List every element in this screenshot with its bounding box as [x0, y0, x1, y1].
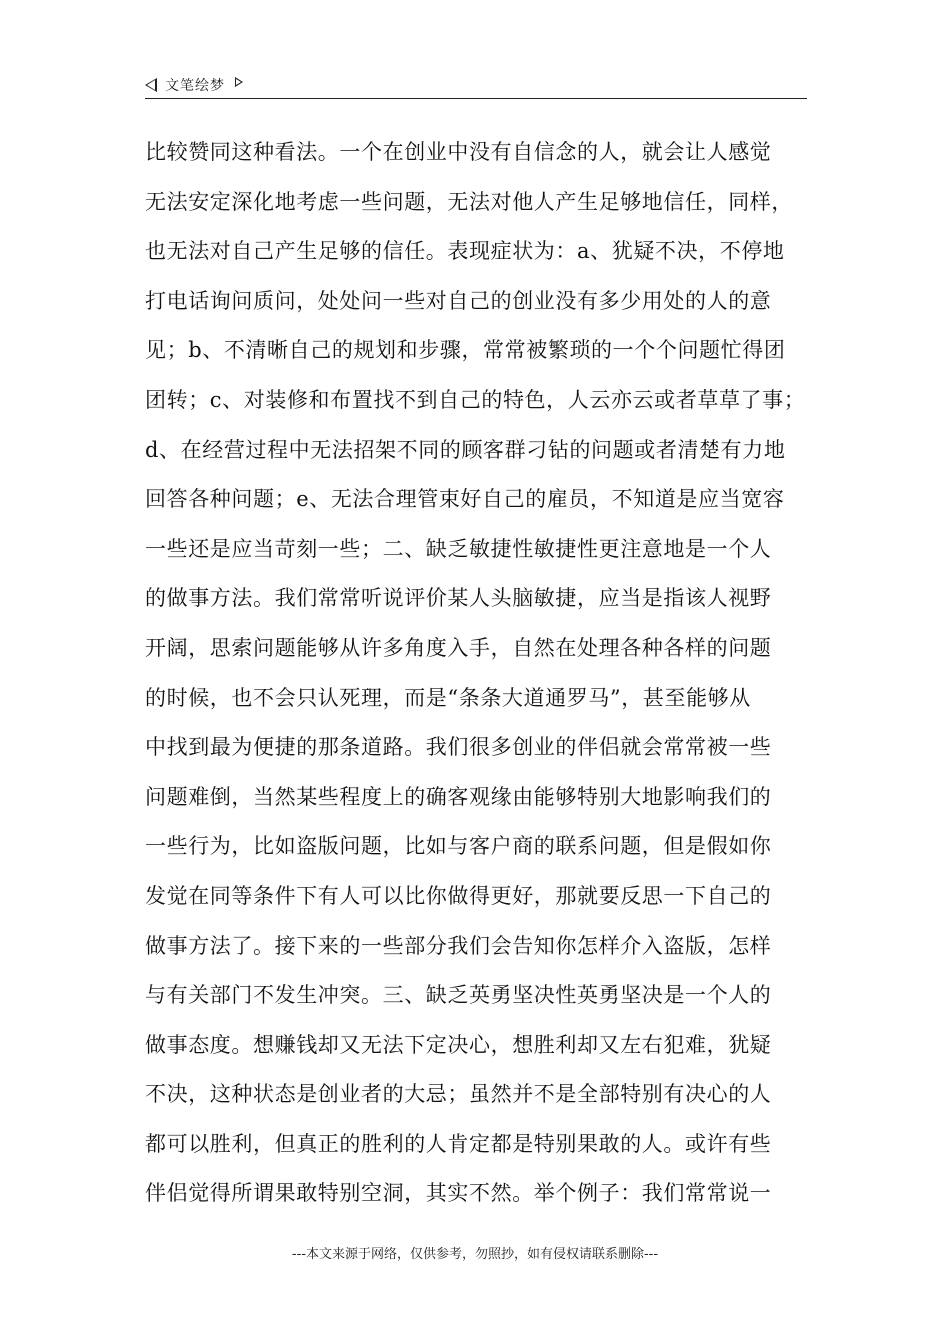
text-line: 问题难倒，当然某些程度上的确客观缘由能够特别大地影响我们的 — [145, 784, 772, 809]
text-line: 做事方法了。接下来的一些部分我们会告知你怎样介入盗版，怎样 — [145, 933, 772, 958]
page-footer: ---本文来源于网络，仅供参考，勿照抄，如有侵权请联系删除--- — [291, 1247, 659, 1262]
text-line: 发觉在同等条件下有人可以比你做得更好，那就要反思一下自己的 — [145, 883, 772, 908]
text-line: 一些行为，比如盗版问题，比如与客户商的联系问题，但是假如你 — [145, 834, 772, 859]
text-line: 都可以胜利，但真正的胜利的人肯定都是特别果敢的人。或许有些 — [145, 1131, 772, 1156]
page-header — [145, 72, 807, 99]
text-line: 回答各种问题；e、无法合理管束好自己的雇员，不知道是应当宽容 — [145, 487, 785, 512]
left-triangle-icon — [145, 78, 157, 92]
text-line: 团转；c、对装修和布置找不到自己的特色，人云亦云或者草草了事； — [145, 387, 806, 412]
text-line: 伴侣觉得所谓果敢特别空洞，其实不然。举个例子：我们常常说一 — [145, 1181, 772, 1206]
text-line: 打电话询问质问，处处问一些对自己的创业没有多少用处的人的意 — [145, 288, 772, 313]
text-line: 的时候，也不会只认死理，而是“条条大道通罗马”，甚至能够从 — [145, 685, 751, 710]
text-line: 的做事方法。我们常常听说评价某人头脑敏捷，应当是指该人视野 — [145, 586, 772, 611]
text-line: 不决，这种状态是创业者的大忌；虽然并不是全部特别有决心的人 — [145, 1082, 772, 1107]
text-line: 一些还是应当苛刻一些；二、缺乏敏捷性敏捷性更注意地是一个人 — [145, 536, 772, 561]
text-line: 也无法对自己产生足够的信任。表现症状为：a、犹疑不决，不停地 — [145, 239, 785, 264]
header-title: 文笔绘梦 — [165, 78, 225, 94]
text-line: 无法安定深化地考虑一些问题，无法对他人产生足够地信任，同样， — [145, 189, 793, 214]
text-line: 开阔，思索问题能够从许多角度入手，自然在处理各种各样的问题 — [145, 635, 772, 660]
text-line: 比较赞同这种看法。一个在创业中没有自信念的人，就会让人感觉 — [145, 140, 772, 164]
text-line: 与有关部门不发生冲突。三、缺乏英勇坚决性英勇坚决是一个人的 — [145, 983, 772, 1008]
text-line: 中找到最为便捷的那条道路。我们很多创业的伴侣就会常常被一些 — [145, 735, 772, 760]
text-line: 做事态度。想赚钱却又无法下定决心，想胜利却又左右犯难，犹疑 — [145, 1032, 772, 1057]
document-body — [145, 128, 810, 1219]
text-line: d、在经营过程中无法招架不同的顾客群刁钻的问题或者清楚有力地 — [145, 437, 786, 462]
text-line: 见；b、不清晰自己的规划和步骤，常常被繁琐的一个个问题忙得团 — [145, 338, 786, 363]
right-triangle-icon — [235, 77, 243, 87]
